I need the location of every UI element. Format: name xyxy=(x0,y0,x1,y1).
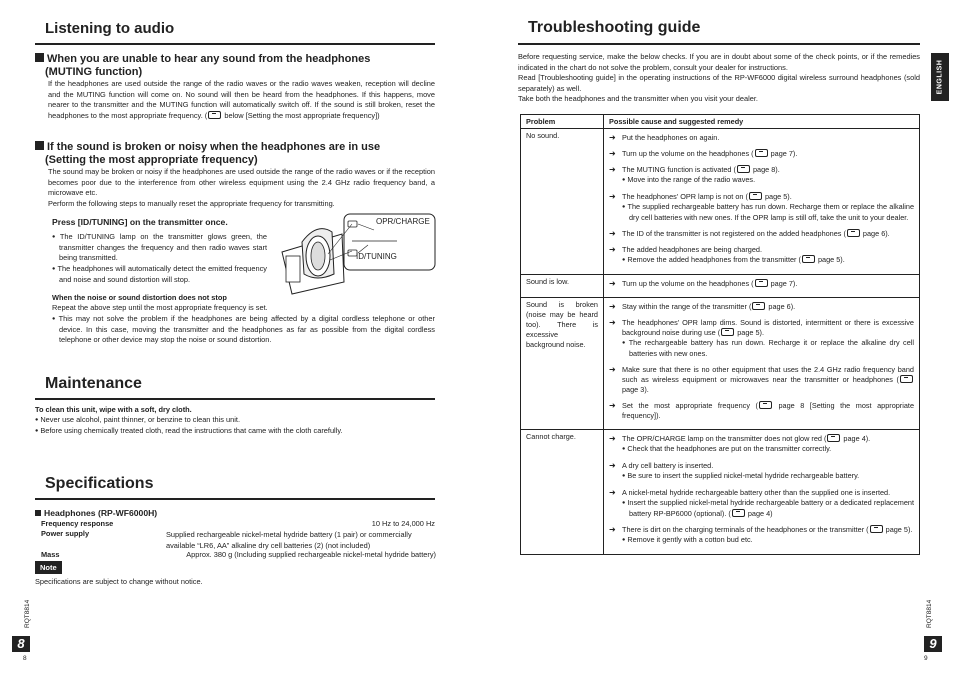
table-row xyxy=(521,298,920,430)
arrow-right-icon: ➜ xyxy=(609,318,616,327)
arrow-right-icon: ➜ xyxy=(609,279,616,288)
language-tab: ENGLISH xyxy=(931,53,949,101)
remedy-item xyxy=(609,434,914,455)
page-code-right: RQT8814 xyxy=(926,599,933,628)
problem-text: Sound is low. xyxy=(526,277,569,286)
remedy-item xyxy=(609,318,914,359)
remedy-text: The added headphones are being charged. xyxy=(622,245,762,254)
table-row xyxy=(521,129,920,275)
troubleshooting-table xyxy=(520,114,920,555)
spec-power-value: Supplied rechargeable nickel-metal hydride battery (1 pair) or commercially available “LR6, AA” alkaline dry cell batteries (2) (not included) xyxy=(166,530,412,550)
muting-heading: When you are unable to hear any sound from the headphones (MUTING function) xyxy=(35,53,435,79)
divider xyxy=(35,398,435,400)
maintenance-bullets: ● Never use alcohol, paint thinner, or benzine to clean this unit. ● Before using chemically treated cloth, read the instructions that came with the cloth carefully. xyxy=(35,415,435,437)
remedy-text: The ID of the transmitter is not registered on the added headphones ( xyxy=(622,229,846,238)
remedy-sub-bullet: ● Move into the range of the radio waves. xyxy=(622,175,914,186)
remedy-ref-text: page 7). xyxy=(768,149,798,158)
clean-heading: To clean this unit, wipe with a soft, dry cloth. xyxy=(35,405,192,414)
page-ref-icon xyxy=(208,111,221,119)
page-ref-icon xyxy=(870,525,883,533)
remedy-ref-text: page 6). xyxy=(766,302,796,311)
page-number-right: 9 xyxy=(924,636,942,652)
arrow-right-icon: ➜ xyxy=(609,434,616,443)
table-header-row xyxy=(521,115,920,129)
col-problem: Problem xyxy=(521,115,604,129)
remedy-item xyxy=(609,245,914,266)
remedy-ref-text: page 5). xyxy=(883,525,913,534)
remedy-item xyxy=(609,525,914,546)
arrow-right-icon: ➜ xyxy=(609,488,616,497)
remedy-cell xyxy=(604,129,920,275)
problem-cell xyxy=(521,298,604,430)
remedy-text: Stay within the range of the transmitter ( xyxy=(622,302,752,311)
remedy-cell xyxy=(604,430,920,555)
remedy-text: A dry cell battery is inserted. xyxy=(622,461,714,470)
remedy-ref-text: page 8). xyxy=(750,165,780,174)
table-row xyxy=(521,430,920,555)
problem-cell xyxy=(521,129,604,275)
square-bullet-icon xyxy=(35,510,41,516)
remedy-text: The headphones' OPR lamp is not on ( xyxy=(622,192,748,201)
remedy-item xyxy=(609,401,914,421)
spec-freq-label: Frequency response xyxy=(41,519,114,528)
noisy-heading: If the sound is broken or noisy when the headphones are in use (Setting the most appropriate frequency) xyxy=(35,141,435,167)
spec-mass-value: Approx. 380 g (Including supplied rechargeable nickel-metal hydride battery) xyxy=(186,550,436,559)
arrow-right-icon: ➜ xyxy=(609,401,616,410)
col-cause: Possible cause and suggested remedy xyxy=(604,115,920,129)
remedy-text: A nickel-metal hydride rechargeable battery other than the supplied one is inserted. xyxy=(622,488,891,497)
noisy-paragraph: The sound may be broken or noisy if the headphones are used outside the range of the radio waves or if the reception becomes poor due to the interference from other wireless equipment using the 2.4 GHz radio frequency band, a microwave etc. Perform the following steps to manually reset the appropriate frequency for transmitting. xyxy=(48,167,435,208)
table-row xyxy=(521,275,920,298)
spec-mass-label: Mass xyxy=(41,550,60,559)
remedy-sub-bullet: ● Check that the headphones are put on the transmitter correctly. xyxy=(622,444,914,455)
remedy-sub-bullet: ● Insert the supplied nickel-metal hydride rechargeable battery or a dedicated replacement battery RP-BP6000 (optional). ( page 4) xyxy=(622,498,914,519)
page-ref-icon xyxy=(737,165,750,173)
remedy-sub-bullet: ● Remove it gently with a cotton bud etc. xyxy=(622,535,914,546)
remedy-text: Make sure that there is no other equipment that uses the 2.4 GHz radio frequency band such as wireless equipment or microwaves near the transmitter or headphones ( xyxy=(622,365,914,384)
remedy-sub-bullet: ● The supplied rechargeable battery has run down. Recharge them or replace the alkaline dry cell batteries with new ones. If the OPR lamp is still off, take the unit to your dealer. xyxy=(622,202,914,223)
remedy-text: The headphones' OPR lamp dims. Sound is distorted, intermittent or there is excessive background noise during use ( xyxy=(622,318,914,337)
spec-heading: Headphones (RP-WF6000H) xyxy=(35,508,157,518)
remedy-text: Set the most appropriate frequency ( xyxy=(622,401,758,410)
when-noise-heading: When the noise or sound distortion does not stop xyxy=(52,293,227,302)
arrow-right-icon: ➜ xyxy=(609,461,616,470)
problem-text: Cannot charge. xyxy=(526,432,576,441)
remedy-text: The MUTING function is activated ( xyxy=(622,165,736,174)
remedy-cell xyxy=(604,298,920,430)
remedy-ref-text: page 6). xyxy=(860,229,890,238)
remedy-item xyxy=(609,133,914,143)
press-bullets: ● The ID/TUNING lamp on the transmitter glows green, the transmitter changes the frequency and then radio waves start being transmitted. ● The headphones will automatically detect the emitted frequency and noise and sound distortion will stop. xyxy=(52,232,267,285)
page-ref-icon xyxy=(759,401,772,409)
page-ref-icon xyxy=(755,149,768,157)
opr-charge-label: OPR/CHARGE xyxy=(376,217,430,226)
remedy-item xyxy=(609,302,914,312)
id-tuning-label: ID/TUNING xyxy=(356,252,397,261)
divider xyxy=(35,498,435,500)
page-ref-icon xyxy=(732,509,745,517)
transmitter-illustration xyxy=(272,212,437,302)
page-number-small-right: 9 xyxy=(924,655,928,662)
page-ref-icon xyxy=(752,302,765,310)
remedy-text: Put the headphones on again. xyxy=(622,133,720,142)
remedy-text: Turn up the volume on the headphones ( xyxy=(622,149,754,158)
page-ref-icon xyxy=(755,279,768,287)
remedy-text: There is dirt on the charging terminals of the headphones or the transmitter ( xyxy=(622,525,869,534)
arrow-right-icon: ➜ xyxy=(609,245,616,254)
remedy-sub-bullet: ● Remove the added headphones from the transmitter ( page 5). xyxy=(622,255,914,266)
remedy-sub-bullet: ● Be sure to insert the supplied nickel-metal hydride rechargeable battery. xyxy=(622,471,914,482)
remedy-item xyxy=(609,192,914,223)
section-title-troubleshooting: Troubleshooting guide xyxy=(528,19,701,36)
page-number-left: 8 xyxy=(12,636,30,652)
remedy-item xyxy=(609,279,914,289)
page-ref-icon xyxy=(721,328,734,336)
remedy-text: The OPR/CHARGE lamp on the transmitter does not glow red ( xyxy=(622,434,827,443)
problem-text: Sound is broken (noise may be heard too). There is excessive background noise. xyxy=(526,300,598,349)
spec-power-label: Power supply xyxy=(41,529,90,538)
page-ref-icon xyxy=(827,434,840,442)
arrow-right-icon: ➜ xyxy=(609,365,616,374)
note-badge: Note xyxy=(35,561,62,574)
arrow-right-icon: ➜ xyxy=(609,165,616,174)
problem-cell xyxy=(521,430,604,555)
remedy-item xyxy=(609,488,914,519)
divider xyxy=(518,43,920,45)
remedy-item xyxy=(609,149,914,159)
remedy-item xyxy=(609,165,914,186)
remedy-item xyxy=(609,365,914,395)
remedy-item xyxy=(609,229,914,239)
arrow-right-icon: ➜ xyxy=(609,229,616,238)
arrow-right-icon: ➜ xyxy=(609,133,616,142)
note-text: Specifications are subject to change without notice. xyxy=(35,577,203,586)
remedy-text: Turn up the volume on the headphones ( xyxy=(622,279,754,288)
remedy-ref-text: page 3). xyxy=(622,385,649,394)
remedy-item xyxy=(609,461,914,482)
arrow-right-icon: ➜ xyxy=(609,149,616,158)
page-number-small-left: 8 xyxy=(23,655,27,662)
problem-text: No sound. xyxy=(526,131,560,140)
arrow-right-icon: ➜ xyxy=(609,525,616,534)
arrow-right-icon: ➜ xyxy=(609,302,616,311)
page-ref-icon xyxy=(900,375,913,383)
problem-cell xyxy=(521,275,604,298)
remedy-ref-text: page 7). xyxy=(768,279,798,288)
spec-freq-value: 10 Hz to 24,000 Hz xyxy=(371,519,435,528)
page-code-left: RQT8814 xyxy=(24,599,31,628)
page-ref-icon xyxy=(749,192,762,200)
remedy-sub-bullet: ● The rechargeable battery has run down. Recharge it or replace the alkaline dry cell batteries with new ones. xyxy=(622,338,914,359)
section-title-listening: Listening to audio xyxy=(45,20,175,37)
arrow-right-icon: ➜ xyxy=(609,192,616,201)
remedy-ref-text: page 5). xyxy=(735,328,764,337)
square-bullet-icon xyxy=(35,53,44,62)
remedy-ref-text: page 8 [Setting the most appropriate frequency]). xyxy=(622,401,914,420)
section-title-maintenance: Maintenance xyxy=(45,375,142,392)
section-title-specifications: Specifications xyxy=(45,475,154,492)
page-ref-icon xyxy=(847,229,860,237)
square-bullet-icon xyxy=(35,141,44,150)
press-label: Press [ID/TUNING] on the transmitter once. xyxy=(52,217,228,227)
remedy-cell xyxy=(604,275,920,298)
when-noise-paragraph: Repeat the above step until the most appropriate frequency is set. ● This may not solve the problem if the headphones are being affected by a digital cordless telephone or other device. In this case, moving the transmitter and the headphones as far as possible from the digital cordless telephone or other device may stop the noise or sound distortion. xyxy=(52,303,435,345)
muting-paragraph: If the headphones are used outside the range of the radio waves or the radio waves weaken, reception will decline and the MUTING function will come on. No sound will then be heard from the headphones. If this happens, move nearer to the transmitter and the MUTING function will automatically switch off. If the sound is still broken, reset the headphones to the most appropriate frequency. ( below [Setting the most appropriate frequency]) xyxy=(48,79,435,120)
remedy-ref-text: page 5). xyxy=(762,192,792,201)
troubleshooting-intro: Before requesting service, make the below checks. If you are in doubt about some of the check points, or if the remedies indicated in the chart do not solve the problem, consult your dealer for instructions. Read [Troubleshooting guide] in the operating instructions of the RP-WF6000 digital wireless surround headphones (sold separately) as well. Take both the headphones and the transmitter when you visit your dealer. xyxy=(518,52,920,104)
remedy-ref-text: page 4). xyxy=(841,434,871,443)
divider xyxy=(35,43,435,45)
page-ref-icon xyxy=(802,255,815,263)
